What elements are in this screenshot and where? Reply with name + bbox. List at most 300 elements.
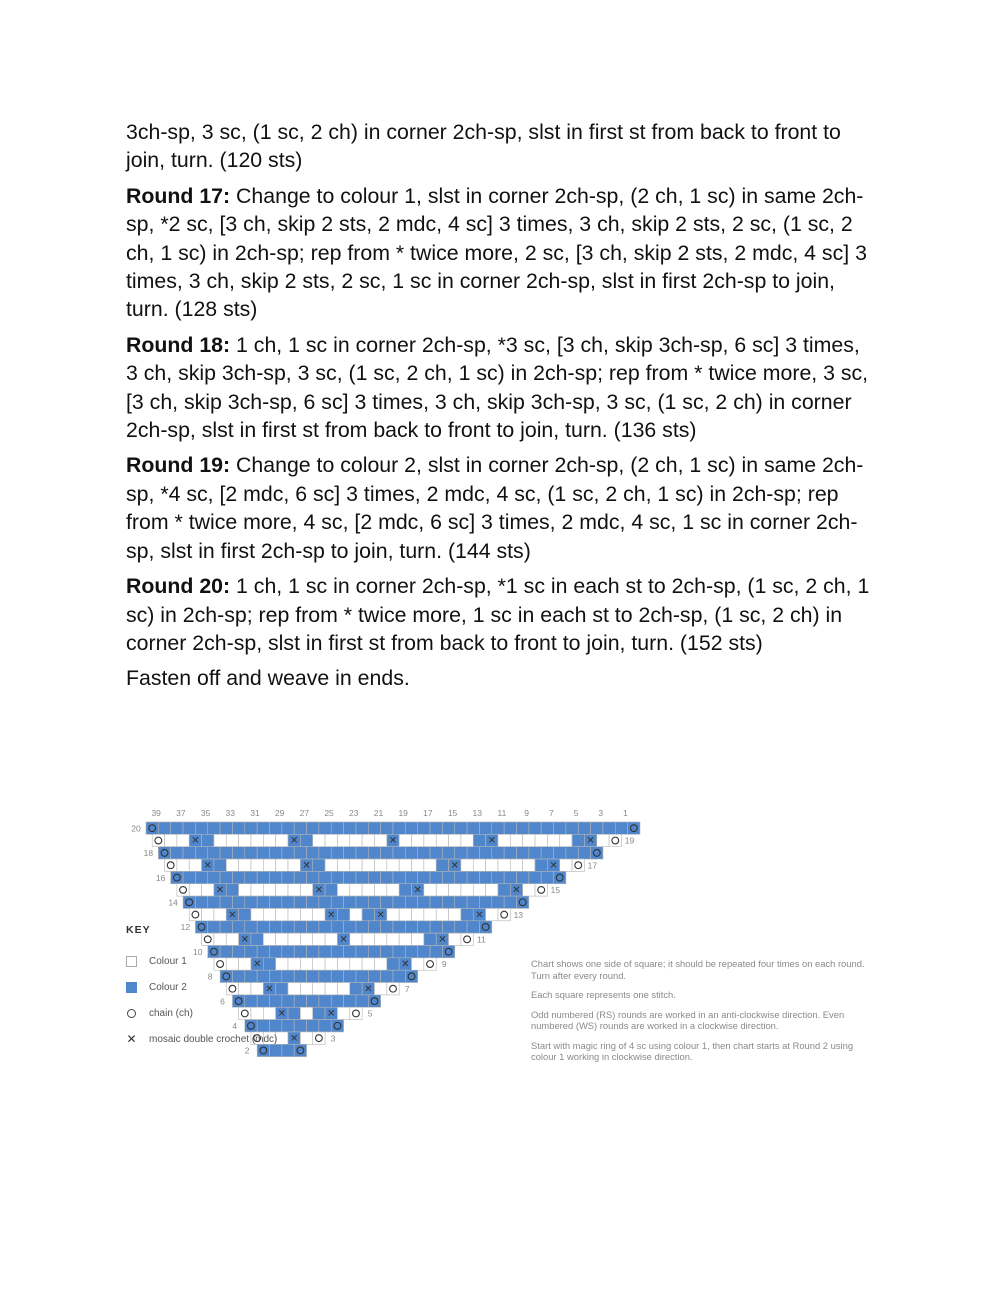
chart-cell <box>251 859 263 871</box>
chart-cell <box>356 847 368 859</box>
chart-cell <box>325 958 337 970</box>
chart-cell <box>300 1007 312 1019</box>
chart-cell <box>479 822 491 834</box>
round-label: Round 18: <box>126 332 231 357</box>
chart-cell <box>523 859 535 871</box>
chart-cell <box>189 859 201 871</box>
row-number: 6 <box>220 996 225 1007</box>
chart-cell <box>331 1020 343 1032</box>
chart-cell <box>368 946 380 958</box>
chart-cell <box>405 896 417 908</box>
chart-cell <box>288 933 300 945</box>
mdc-symbol: ✕ <box>364 983 373 995</box>
chart-cell <box>276 983 288 995</box>
mdc-symbol: ✕ <box>376 909 385 921</box>
chart-cell <box>591 847 603 859</box>
row-number: 20 <box>131 823 141 834</box>
chart-cell <box>541 871 553 883</box>
chart-cell <box>510 834 522 846</box>
chart-cell <box>288 1007 300 1019</box>
row-number: 3 <box>330 1033 336 1044</box>
chart-cell <box>381 921 393 933</box>
chart-cell <box>504 896 516 908</box>
chart-cell <box>374 834 386 846</box>
chart-cell <box>430 847 442 859</box>
chart-cell <box>517 822 529 834</box>
chart-cell <box>430 946 442 958</box>
chart-cell <box>572 859 584 871</box>
chart-cell <box>399 859 411 871</box>
chart-cell <box>578 847 590 859</box>
chart-cell <box>362 884 374 896</box>
chart-cell <box>393 921 405 933</box>
round-label: Round 19: <box>126 453 231 478</box>
chart-cell <box>208 847 220 859</box>
column-number: 9 <box>524 808 530 818</box>
chart-cell <box>356 822 368 834</box>
chart-cell <box>344 970 356 982</box>
mdc-symbol: ✕ <box>475 909 484 921</box>
mdc-symbol: ✕ <box>277 1008 287 1020</box>
chart-cell <box>615 822 627 834</box>
chart-cell <box>412 834 424 846</box>
chart-cell <box>405 946 417 958</box>
chart-cell <box>455 847 467 859</box>
chart-cell <box>479 871 491 883</box>
key-row <box>126 1000 277 1026</box>
chart-cell <box>239 834 251 846</box>
chart-cell <box>270 871 282 883</box>
chart-cell <box>220 847 232 859</box>
chart-cell <box>412 933 424 945</box>
chart-cell <box>412 908 424 920</box>
chart-cell <box>486 908 498 920</box>
chart-cell <box>232 871 244 883</box>
chart-cell <box>319 921 331 933</box>
chart-cell <box>152 834 164 846</box>
chart-cell <box>245 871 257 883</box>
paragraph <box>126 182 876 324</box>
chart-cell <box>325 884 337 896</box>
chart-cell <box>498 859 510 871</box>
chart-cell <box>498 884 510 896</box>
note: Odd numbered (RS) rounds are worked in an anti-clockwise direction. Even numbered (WS) rounds are worked in a clockwise direction. <box>531 1008 845 1031</box>
row-number: 9 <box>441 959 447 970</box>
key-label: Colour 1 <box>149 955 187 967</box>
column-number: 3 <box>598 808 604 818</box>
chart-cell <box>418 896 430 908</box>
chart-cell <box>486 859 498 871</box>
row-number: 19 <box>624 835 635 846</box>
mdc-symbol: ✕ <box>401 959 410 971</box>
chart-cell <box>461 908 473 920</box>
row-number: 7 <box>404 983 410 994</box>
chart-cell <box>251 834 263 846</box>
row-number: 12 <box>180 922 191 933</box>
chart-cell <box>479 896 491 908</box>
paragraph <box>126 331 876 445</box>
chart-cell <box>313 983 325 995</box>
chart-cell <box>356 871 368 883</box>
chart-cell <box>418 921 430 933</box>
chart-cell <box>412 859 424 871</box>
chart-cell <box>294 847 306 859</box>
row-number: 14 <box>168 897 178 908</box>
chart-cell <box>245 847 257 859</box>
mdc-symbol: ✕ <box>512 885 521 897</box>
mdc-symbol: ✕ <box>290 1033 299 1045</box>
chart-cell <box>282 995 294 1007</box>
chart-cell <box>393 970 405 982</box>
chart-cell <box>276 859 288 871</box>
chart-cell <box>319 1020 331 1032</box>
key-row <box>126 948 277 974</box>
chart-cell <box>300 834 312 846</box>
chart-cell <box>307 970 319 982</box>
chart-cell <box>356 995 368 1007</box>
row-number: 17 <box>587 860 598 871</box>
chart-cell <box>307 946 319 958</box>
chart-cell <box>362 834 374 846</box>
chart-cell <box>424 884 436 896</box>
chart-cell <box>158 847 170 859</box>
chart-cell <box>387 908 399 920</box>
chart-cell <box>202 908 214 920</box>
chart-cell <box>350 908 362 920</box>
chart-cell <box>307 995 319 1007</box>
chart-cell <box>393 822 405 834</box>
chart-cell <box>331 896 343 908</box>
chart-cell <box>282 871 294 883</box>
chart-cell <box>325 834 337 846</box>
chart-cell <box>282 970 294 982</box>
chart-cell <box>313 1007 325 1019</box>
paragraph <box>126 451 876 565</box>
chart-cell <box>381 871 393 883</box>
column-number: 11 <box>497 808 507 818</box>
chart-cell <box>158 822 170 834</box>
mdc-symbol: ✕ <box>487 835 496 847</box>
chart-cell <box>307 921 319 933</box>
chart-cell <box>319 995 331 1007</box>
mdc-symbol: ✕ <box>327 1008 336 1020</box>
chart-cell <box>554 847 566 859</box>
chart-cell <box>307 1020 319 1032</box>
chart-cell <box>362 933 374 945</box>
chart-cell <box>325 859 337 871</box>
chart-cell <box>189 908 201 920</box>
chart-cell <box>597 834 609 846</box>
chart-cell <box>232 896 244 908</box>
chart-cell <box>350 933 362 945</box>
chart-cell <box>467 921 479 933</box>
chart-cell <box>325 983 337 995</box>
chart-cell <box>226 859 238 871</box>
chart-cell <box>424 859 436 871</box>
chart-cell <box>461 859 473 871</box>
chart-cell <box>337 834 349 846</box>
chart-cell <box>603 822 615 834</box>
chart-cell <box>517 847 529 859</box>
chart-cell <box>300 1032 312 1044</box>
chart-cell <box>251 884 263 896</box>
chart-cell <box>282 946 294 958</box>
chart-cell <box>226 834 238 846</box>
chart-cell <box>195 871 207 883</box>
chart-cell <box>368 871 380 883</box>
chart-cell <box>374 933 386 945</box>
chart-cell <box>282 1020 294 1032</box>
round-label: Round 20: <box>126 574 231 599</box>
chart-cell <box>313 958 325 970</box>
chart-cell <box>442 896 454 908</box>
chart-cell <box>356 970 368 982</box>
chart-cell <box>529 847 541 859</box>
chart-cell <box>276 884 288 896</box>
colour1-swatch <box>126 956 137 967</box>
chart-cell <box>313 834 325 846</box>
chart-cell <box>492 896 504 908</box>
chart-cell <box>467 822 479 834</box>
chart-cell <box>344 921 356 933</box>
mdc-symbol: ✕ <box>438 934 447 946</box>
chart-cell <box>374 958 386 970</box>
chart-cell <box>313 859 325 871</box>
chart-cell <box>393 896 405 908</box>
chart-cell <box>177 834 189 846</box>
column-number: 15 <box>447 808 458 818</box>
chart-cell <box>356 946 368 958</box>
chart-cell <box>554 871 566 883</box>
chart-cell <box>504 871 516 883</box>
chart-cell <box>517 896 529 908</box>
mdc-symbol: ✕ <box>413 885 422 897</box>
chart-cell <box>541 822 553 834</box>
chart-cell <box>220 822 232 834</box>
chart-cell <box>276 933 288 945</box>
chart-cell <box>424 834 436 846</box>
chart-cell <box>387 983 399 995</box>
chart-cell <box>442 921 454 933</box>
key-row <box>126 1026 277 1052</box>
chart-cell <box>436 884 448 896</box>
chart-cell <box>202 884 214 896</box>
chart-cell <box>498 834 510 846</box>
chart-cell <box>288 884 300 896</box>
chart-cell <box>473 884 485 896</box>
chart-cell <box>449 933 461 945</box>
chart-key <box>126 924 277 1052</box>
chart-cell <box>288 958 300 970</box>
chart-cell <box>220 871 232 883</box>
chart-cell <box>282 847 294 859</box>
chart-cell <box>208 822 220 834</box>
chart-cell <box>276 908 288 920</box>
column-number: 13 <box>472 808 483 818</box>
chart-cell <box>300 983 312 995</box>
chart-cell <box>189 884 201 896</box>
row-number: 13 <box>513 909 524 920</box>
chart-cell <box>263 908 275 920</box>
mdc-symbol: ✕ <box>314 885 324 897</box>
chart-cell <box>399 884 411 896</box>
mdc-symbol: ✕ <box>586 835 595 847</box>
chart-cell <box>535 834 547 846</box>
column-number: 5 <box>573 808 579 818</box>
chart-cell <box>300 958 312 970</box>
column-number: 31 <box>250 808 260 818</box>
chart-cell <box>344 822 356 834</box>
chart-cell <box>319 970 331 982</box>
chart-cell <box>449 908 461 920</box>
note: Chart shows one side of square; it should be repeated four times on each round. Turn after every round. <box>531 958 865 981</box>
chart-cell <box>319 822 331 834</box>
key-label: mosaic double crochet (mdc) <box>149 1033 278 1045</box>
row-number: 8 <box>207 971 213 982</box>
chart-cell <box>442 871 454 883</box>
chart-cell <box>393 847 405 859</box>
paragraph <box>126 118 876 175</box>
chart-cell <box>331 921 343 933</box>
chart-cell <box>294 896 306 908</box>
chart-cell <box>362 908 374 920</box>
round-instructions: 1 ch, 1 sc in corner 2ch-sp, *3 sc, [3 ch, skip 3ch-sp, 6 sc] 3 times, 3 ch, skip 3ch-sp, 3 sc, (1 sc, 2 ch, 1 sc) in 2ch-sp; rep from * twice more, 3 sc, [3 ch, skip 3ch-sp, 6 sc] 3 times, 3 ch, skip 3ch-sp, 3 sc, (1 sc, 2 ch) in corner 2ch-sp, slst in first st from back to front to join, turn. (136 sts) <box>126 332 869 443</box>
chart-cell <box>504 847 516 859</box>
chart-cell <box>257 871 269 883</box>
chart-cell <box>560 834 572 846</box>
chart-cell <box>239 884 251 896</box>
chart-cell <box>356 896 368 908</box>
chart-cell <box>405 822 417 834</box>
chart-cell <box>368 995 380 1007</box>
chart-cell <box>344 995 356 1007</box>
mdc-symbol: ✕ <box>265 983 274 995</box>
chart-cell <box>282 896 294 908</box>
mdc-symbol: ✕ <box>388 835 398 847</box>
chart-cell <box>294 970 306 982</box>
chart-cell <box>226 884 238 896</box>
chart-notes <box>531 958 871 1071</box>
row-number: 2 <box>244 1045 250 1056</box>
mdc-symbol: ✕ <box>252 959 262 971</box>
chart-cell <box>467 847 479 859</box>
chart-cell <box>294 921 306 933</box>
chart-cell <box>350 834 362 846</box>
chart-cell <box>461 884 473 896</box>
chart-cell <box>195 822 207 834</box>
chart-cell <box>171 871 183 883</box>
row-number: 4 <box>232 1020 238 1031</box>
chart-cell <box>566 847 578 859</box>
chart-cell <box>300 908 312 920</box>
chart-cell <box>171 847 183 859</box>
chart-cell <box>313 1032 325 1044</box>
chart-cell <box>263 884 275 896</box>
chart-cell <box>560 859 572 871</box>
key-row <box>126 971 277 1000</box>
round-instructions: Change to colour 1, slst in corner 2ch-sp, (2 ch, 1 sc) in same 2ch-sp, *2 sc, [3 ch, skip 2 sts, 2 mdc, 4 sc] 3 times, 3 ch, skip 2 sts, 2 sc, (1 sc, 2 ch, 1 sc) in 2ch-sp; rep from * twice more, 2 sc, [3 ch, skip 2 sts, 2 mdc, 4 sc] 3 times, 3 ch, skip 2 sts, 2 sc, 1 sc in corner 2ch-sp, slst in first 2ch-sp to join, turn. (128 sts) <box>126 183 867 322</box>
chart-cell <box>195 896 207 908</box>
chart-cell <box>307 871 319 883</box>
note: Each square represents one stitch. <box>531 989 676 1000</box>
chart-cell <box>319 946 331 958</box>
mdc-symbol: ✕ <box>450 860 459 872</box>
chart-cell <box>374 859 386 871</box>
chart-cell <box>393 946 405 958</box>
paragraph <box>126 572 876 657</box>
colour2-swatch <box>126 982 137 993</box>
chart-cell <box>362 958 374 970</box>
chart-cell <box>436 908 448 920</box>
chart-cell <box>294 871 306 883</box>
chart-cell <box>307 822 319 834</box>
column-number: 21 <box>373 808 384 818</box>
row-number: 10 <box>193 946 203 957</box>
column-number: 23 <box>349 808 359 818</box>
chart-cell <box>337 1007 349 1019</box>
chart-cell <box>387 933 399 945</box>
chart-cell <box>424 908 436 920</box>
chart-cell <box>498 908 510 920</box>
chart-cell <box>479 847 491 859</box>
paragraph <box>126 664 876 692</box>
chart-cell <box>307 896 319 908</box>
chart-cell <box>270 822 282 834</box>
column-number: 29 <box>274 808 285 818</box>
chart-cell <box>455 921 467 933</box>
chart-cell <box>381 847 393 859</box>
chart-cell <box>276 958 288 970</box>
column-number: 7 <box>549 808 554 818</box>
chart-cell <box>368 970 380 982</box>
round-instructions: 3ch-sp, 3 sc, (1 sc, 2 ch) in corner 2ch-sp, slst in first st from back to front to join, turn. (120 sts) <box>126 120 841 173</box>
pattern-text <box>126 118 876 700</box>
chart-cell <box>288 983 300 995</box>
chart-cell <box>442 822 454 834</box>
chart-cell <box>455 871 467 883</box>
chart-cell <box>294 946 306 958</box>
chart-cell <box>319 896 331 908</box>
column-number: 17 <box>423 808 433 818</box>
chart-cell <box>208 896 220 908</box>
chart-cell <box>183 847 195 859</box>
chart-cell <box>362 859 374 871</box>
chart-cell <box>504 822 516 834</box>
chart-cell <box>146 822 158 834</box>
chart-cell <box>344 847 356 859</box>
chart-cell <box>374 884 386 896</box>
chart-cell <box>368 921 380 933</box>
chart-cell <box>208 871 220 883</box>
chart-cell <box>368 847 380 859</box>
chart-cell <box>257 822 269 834</box>
chart-cell <box>331 847 343 859</box>
chart-cell <box>183 896 195 908</box>
column-number: 1 <box>623 808 628 818</box>
chart-cell <box>270 847 282 859</box>
chart-cell <box>517 871 529 883</box>
mdc-symbol: ✕ <box>228 909 237 921</box>
chart-cell <box>331 995 343 1007</box>
chart-cell <box>337 983 349 995</box>
chart-cell <box>165 859 177 871</box>
chart-cell <box>535 859 547 871</box>
chart-cell <box>325 933 337 945</box>
chart-cell <box>177 859 189 871</box>
chart-cell <box>572 834 584 846</box>
chart-cell <box>344 896 356 908</box>
chart-cell <box>263 859 275 871</box>
